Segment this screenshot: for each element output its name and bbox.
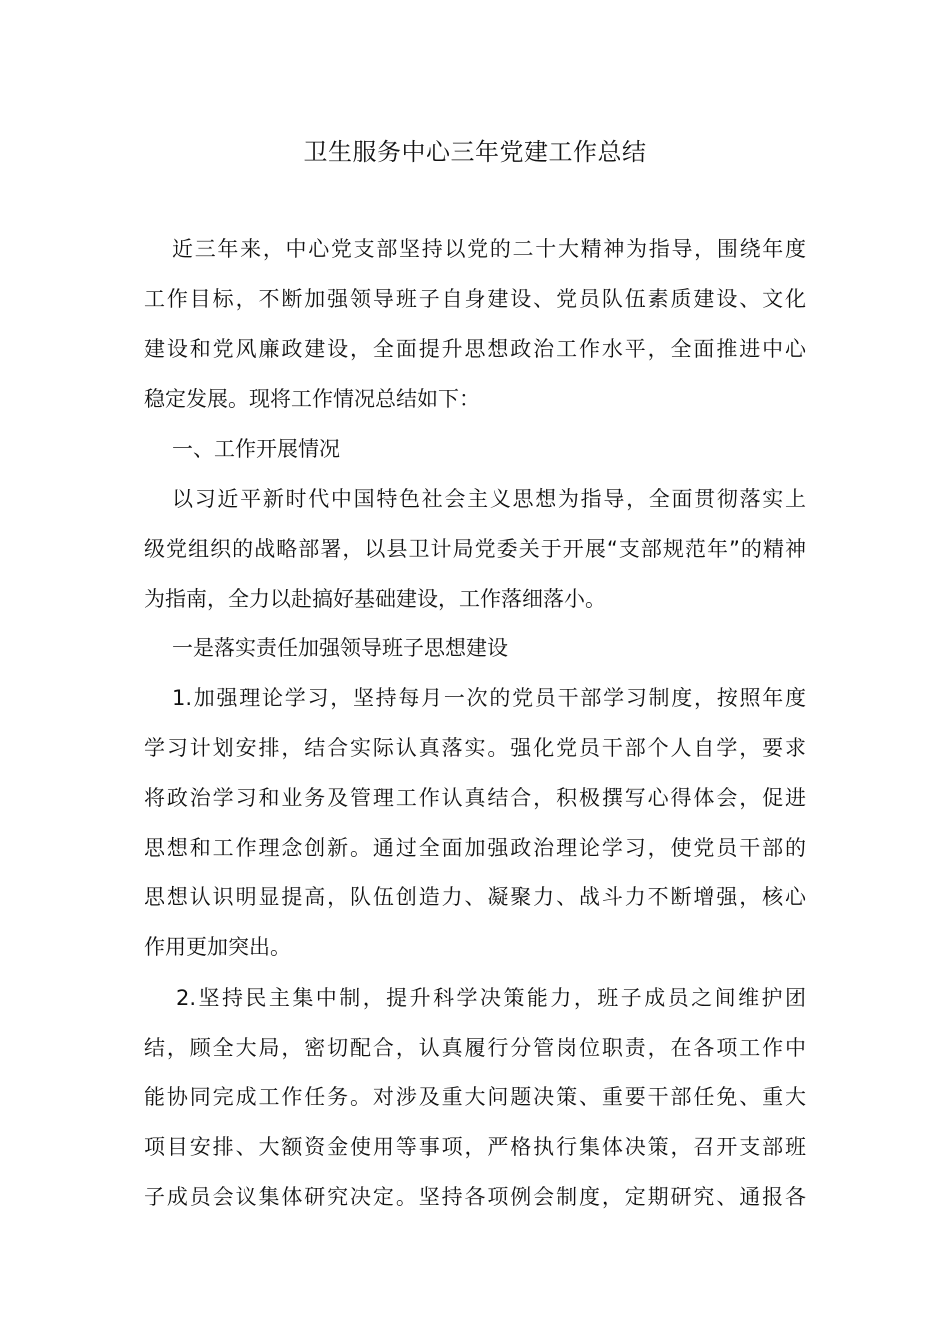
paragraph-line: 2.坚持民主集中制，提升科学决策能力，班子成员之间维护团 <box>176 986 806 1010</box>
paragraph-line: 1.加强理论学习，坚持每月一次的党员干部学习制度，按照年度 <box>172 686 806 710</box>
paragraph-line: 思想和工作理念创新。通过全面加强政治理论学习，使党员干部的 <box>144 836 806 860</box>
paragraph-line: 能协同完成工作任务。对涉及重大问题决策、重要干部任免、重大 <box>144 1085 806 1109</box>
paragraph-line: 建设和党风廉政建设，全面提升思想政治工作水平，全面推进中心 <box>144 337 806 361</box>
paragraph-line: 级党组织的战略部署，以县卫计局党委关于开展“支部规范年”的精神 <box>144 537 806 561</box>
subsection-heading: 一是落实责任加强领导班子思想建设 <box>172 636 508 660</box>
paragraph-line: 为指南，全力以赴搞好基础建设，工作落细落小。 <box>144 587 606 611</box>
paragraph-line: 近三年来，中心党支部坚持以党的二十大精神为指导，围绕年度 <box>172 237 806 261</box>
paragraph-line: 子成员会议集体研究决定。坚持各项例会制度，定期研究、通报各 <box>144 1185 806 1209</box>
paragraph-line: 学习计划安排，结合实际认真落实。强化党员干部个人自学，要求 <box>144 736 806 760</box>
document-title: 卫生服务中心三年党建工作总结 <box>303 138 647 166</box>
paragraph-line: 工作目标，不断加强领导班子自身建设、党员队伍素质建设、文化 <box>144 287 806 311</box>
paragraph-line: 稳定发展。现将工作情况总结如下： <box>144 387 480 411</box>
paragraph-line: 以习近平新时代中国特色社会主义思想为指导，全面贯彻落实上 <box>172 487 806 511</box>
paragraph-line: 作用更加突出。 <box>144 935 291 959</box>
paragraph-line: 思想认识明显提高，队伍创造力、凝聚力、战斗力不断增强，核心 <box>144 885 806 909</box>
paragraph-line: 结，顾全大局，密切配合，认真履行分管岗位职责，在各项工作中 <box>144 1036 806 1060</box>
paragraph-line: 将政治学习和业务及管理工作认真结合，积极撰写心得体会，促进 <box>144 786 806 810</box>
section-heading: 一、工作开展情况 <box>172 437 340 461</box>
paragraph-line: 项目安排、大额资金使用等事项，严格执行集体决策，召开支部班 <box>144 1135 806 1159</box>
